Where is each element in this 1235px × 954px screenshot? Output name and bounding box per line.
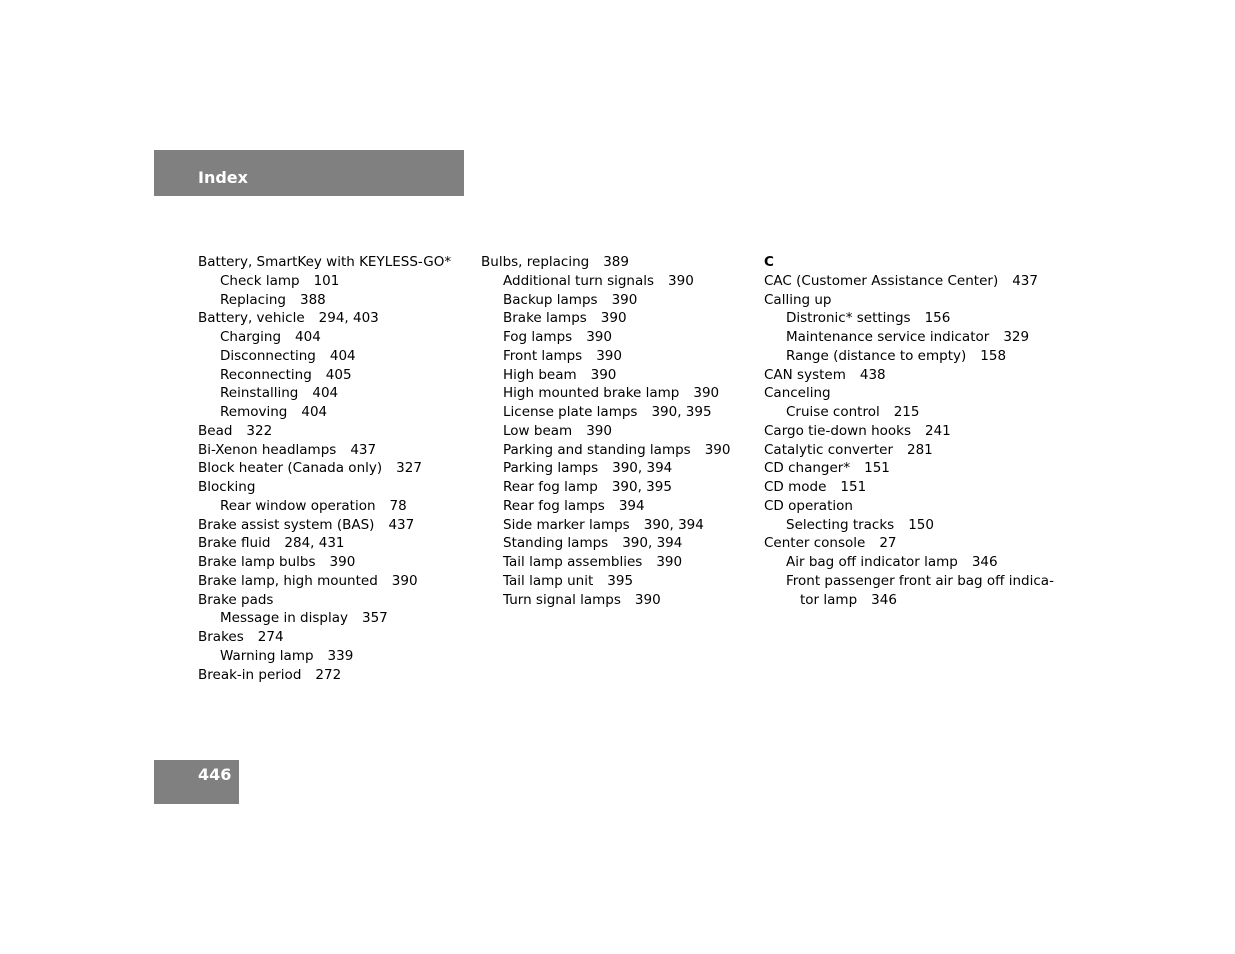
- index-subentry: [481, 309, 730, 328]
- index-page-ref: 405: [325, 366, 352, 383]
- index-page-ref: 404: [312, 385, 339, 402]
- index-term: Cruise control: [786, 404, 880, 420]
- index-subentry: [481, 347, 730, 366]
- index-term: Bead: [198, 422, 233, 439]
- index-term: CD changer*: [764, 460, 851, 477]
- index-page-ref: 390: [391, 572, 418, 589]
- index-entry: [764, 497, 1054, 516]
- index-entry: [198, 422, 451, 441]
- index-entry: [198, 591, 451, 610]
- index-term: Calling up: [764, 291, 832, 308]
- index-term: Blocking: [198, 479, 256, 495]
- index-term: Warning lamp: [220, 647, 314, 664]
- index-page-ref: 272: [315, 666, 342, 683]
- index-page-ref: 390, 395: [611, 479, 672, 495]
- index-term: Rear window operation: [220, 497, 376, 514]
- index-page-ref: 390: [329, 554, 356, 570]
- index-column-1: [198, 253, 451, 684]
- index-term: Standing lamps: [503, 535, 609, 552]
- index-term: Tail lamp unit: [503, 572, 594, 589]
- index-page-ref: 339: [327, 647, 354, 664]
- index-page-ref: 390: [586, 422, 612, 439]
- index-subentry: [764, 572, 1054, 591]
- index-page-ref: 404: [301, 404, 328, 420]
- index-entry: [764, 422, 1054, 441]
- index-page-ref: 150: [908, 516, 934, 533]
- index-subentry: [764, 403, 1054, 422]
- index-page-ref: 151: [840, 479, 867, 495]
- index-entry: [198, 459, 451, 478]
- index-subentry: [198, 366, 451, 385]
- index-term: Check lamp: [220, 272, 300, 289]
- index-term: Rear fog lamps: [503, 497, 605, 514]
- index-subentry: [481, 291, 730, 310]
- index-term: Parking and standing lamps: [503, 441, 691, 458]
- index-page-ref: 390, 394: [612, 460, 673, 477]
- index-term: Additional turn signals: [503, 272, 655, 289]
- index-term: Canceling: [764, 385, 831, 402]
- index-term: Charging: [220, 329, 282, 345]
- index-term: Break-in period: [198, 666, 302, 683]
- index-entry: [764, 534, 1054, 553]
- index-term: CD mode: [764, 479, 827, 495]
- index-entry: [764, 441, 1054, 460]
- index-entry: [198, 309, 451, 328]
- index-term: Selecting tracks: [786, 516, 895, 533]
- index-subentry: [481, 572, 730, 591]
- index-term: Range (distance to empty): [786, 347, 967, 364]
- index-entry: [198, 441, 451, 460]
- index-entry: [764, 272, 1054, 291]
- index-entry: [764, 291, 1054, 310]
- index-term: CAC (Customer Assistance Center): [764, 272, 999, 289]
- index-page-ref: 438: [859, 366, 886, 383]
- index-page-ref: 390: [668, 272, 694, 289]
- index-term: Brake lamp, high mounted: [198, 572, 378, 589]
- index-term: Block heater (Canada only): [198, 460, 383, 477]
- index-term: Turn signal lamps: [503, 591, 621, 608]
- index-subentry: [198, 497, 451, 516]
- index-page-ref: 389: [603, 254, 629, 270]
- index-term: C: [764, 254, 774, 270]
- index-subentry: [198, 647, 451, 666]
- index-entry: [198, 553, 451, 572]
- index-subentry: [198, 291, 451, 310]
- index-page-ref: 322: [246, 422, 273, 439]
- index-subentry: [764, 516, 1054, 535]
- index-term: Brakes: [198, 629, 244, 645]
- index-subentry: [198, 609, 451, 628]
- index-page-ref: 346: [871, 591, 897, 608]
- index-term: Bi-Xenon headlamps: [198, 441, 337, 458]
- index-term: Replacing: [220, 291, 286, 308]
- index-header-bar: [154, 150, 464, 196]
- index-subentry: [198, 384, 451, 403]
- index-page-ref: 437: [350, 441, 377, 458]
- index-column-2: [481, 253, 730, 609]
- index-term: Front lamps: [503, 347, 583, 364]
- index-term: High beam: [503, 366, 577, 383]
- index-page-ref: 329: [1003, 329, 1030, 345]
- index-subentry: [481, 497, 730, 516]
- index-page-ref: 390: [634, 591, 661, 608]
- index-page-ref: 390, 395: [651, 404, 712, 420]
- index-term: High mounted brake lamp: [503, 385, 680, 402]
- index-subentry: [481, 403, 730, 422]
- index-subentry: [481, 591, 730, 610]
- index-term: Battery, SmartKey with KEYLESS-GO*: [198, 254, 452, 270]
- index-page-ref: 404: [329, 347, 356, 364]
- index-page-ref: 390, 394: [643, 516, 704, 533]
- index-term: Brake lamp bulbs: [198, 554, 316, 570]
- index-entry: [198, 534, 451, 553]
- index-subentry: [198, 272, 451, 291]
- index-term: CAN system: [764, 366, 846, 383]
- index-page-ref: 241: [925, 422, 951, 439]
- index-subentry: [764, 328, 1054, 347]
- index-entry: [198, 572, 451, 591]
- index-subentry: [481, 534, 730, 553]
- index-term: Cargo tie-down hooks: [764, 422, 911, 439]
- index-page-ref: 390: [611, 291, 638, 308]
- index-page-ref: 158: [980, 347, 1007, 364]
- index-subentry: [481, 516, 730, 535]
- index-subentry: [764, 591, 1054, 610]
- index-term: Message in display: [220, 610, 348, 627]
- index-term: Catalytic converter: [764, 441, 893, 458]
- index-term: Front passenger front air bag off indica-: [786, 572, 1054, 589]
- index-term: Distronic* settings: [786, 310, 911, 327]
- index-page-ref: 101: [313, 272, 340, 289]
- index-subentry: [198, 347, 451, 366]
- page-title: Index: [198, 168, 248, 187]
- index-page-ref: 294, 403: [318, 310, 379, 327]
- index-term: Low beam: [503, 422, 573, 439]
- index-term: Removing: [220, 404, 288, 420]
- index-term: Parking lamps: [503, 460, 599, 477]
- index-subentry: [481, 384, 730, 403]
- index-page-ref: 394: [618, 497, 645, 514]
- index-term: Disconnecting: [220, 347, 316, 364]
- index-page-ref: 284, 431: [284, 535, 345, 552]
- index-term: Brake lamps: [503, 310, 587, 327]
- index-term: Center console: [764, 535, 866, 552]
- index-term: Brake fluid: [198, 535, 271, 552]
- index-subentry: [481, 478, 730, 497]
- index-entry: [198, 253, 451, 272]
- index-column-3: [764, 253, 1054, 609]
- index-page-ref: 404: [295, 329, 321, 345]
- index-page-ref: 390: [704, 441, 731, 458]
- index-subentry: [764, 347, 1054, 366]
- index-entry: [764, 478, 1054, 497]
- index-page-ref: 357: [362, 610, 388, 627]
- index-subentry: [481, 366, 730, 385]
- index-term: Backup lamps: [503, 291, 598, 308]
- page-number: 446: [198, 765, 232, 784]
- index-subentry: [481, 459, 730, 478]
- index-page-ref: 390: [693, 385, 720, 402]
- index-subentry: [764, 553, 1054, 572]
- index-page-ref: 437: [388, 516, 415, 533]
- index-entry: [198, 516, 451, 535]
- index-term: Tail lamp assemblies: [503, 554, 643, 570]
- index-page-ref: 390: [600, 310, 627, 327]
- index-subentry: [198, 328, 451, 347]
- index-page-ref: 327: [396, 460, 422, 477]
- index-page-ref: 390: [656, 554, 683, 570]
- index-term: Air bag off indicator lamp: [786, 554, 958, 570]
- index-page-ref: 156: [924, 310, 951, 327]
- index-subentry: [198, 403, 451, 422]
- index-page-ref: 390: [590, 366, 617, 383]
- index-letter-heading: [764, 253, 1054, 272]
- index-term: Reinstalling: [220, 385, 299, 402]
- index-term: License plate lamps: [503, 404, 638, 420]
- index-term: tor lamp: [800, 591, 858, 608]
- index-entry: [764, 384, 1054, 403]
- index-subentry: [481, 553, 730, 572]
- index-page-ref: 281: [907, 441, 933, 458]
- index-page-ref: 215: [893, 404, 920, 420]
- index-page-ref: 395: [607, 572, 634, 589]
- index-page-ref: 390: [586, 329, 612, 345]
- index-term: Maintenance service indicator: [786, 329, 990, 345]
- index-page-ref: 27: [879, 535, 897, 552]
- index-term: Side marker lamps: [503, 516, 630, 533]
- index-page-ref: 274: [257, 629, 284, 645]
- index-entry: [481, 253, 730, 272]
- index-term: Brake assist system (BAS): [198, 516, 375, 533]
- index-term: Fog lamps: [503, 329, 573, 345]
- index-term: Rear fog lamp: [503, 479, 598, 495]
- index-term: Brake pads: [198, 591, 274, 608]
- index-page-ref: 388: [299, 291, 326, 308]
- index-entry: [198, 666, 451, 685]
- page-number-tab: [154, 760, 239, 804]
- index-page-ref: 78: [389, 497, 407, 514]
- index-subentry: [481, 422, 730, 441]
- index-entry: [198, 628, 451, 647]
- index-subentry: [481, 272, 730, 291]
- index-entry: [764, 459, 1054, 478]
- index-subentry: [481, 328, 730, 347]
- index-page-ref: 390, 394: [622, 535, 683, 552]
- index-page-ref: 437: [1012, 272, 1038, 289]
- index-term: Battery, vehicle: [198, 310, 305, 327]
- index-page-ref: 346: [971, 554, 998, 570]
- index-entry: [198, 478, 451, 497]
- index-page-ref: 390: [596, 347, 622, 364]
- index-term: CD operation: [764, 497, 853, 514]
- index-term: Bulbs, replacing: [481, 254, 590, 270]
- index-entry: [764, 366, 1054, 385]
- index-term: Reconnecting: [220, 366, 312, 383]
- index-subentry: [764, 309, 1054, 328]
- index-page-ref: 151: [864, 460, 890, 477]
- index-subentry: [481, 441, 730, 460]
